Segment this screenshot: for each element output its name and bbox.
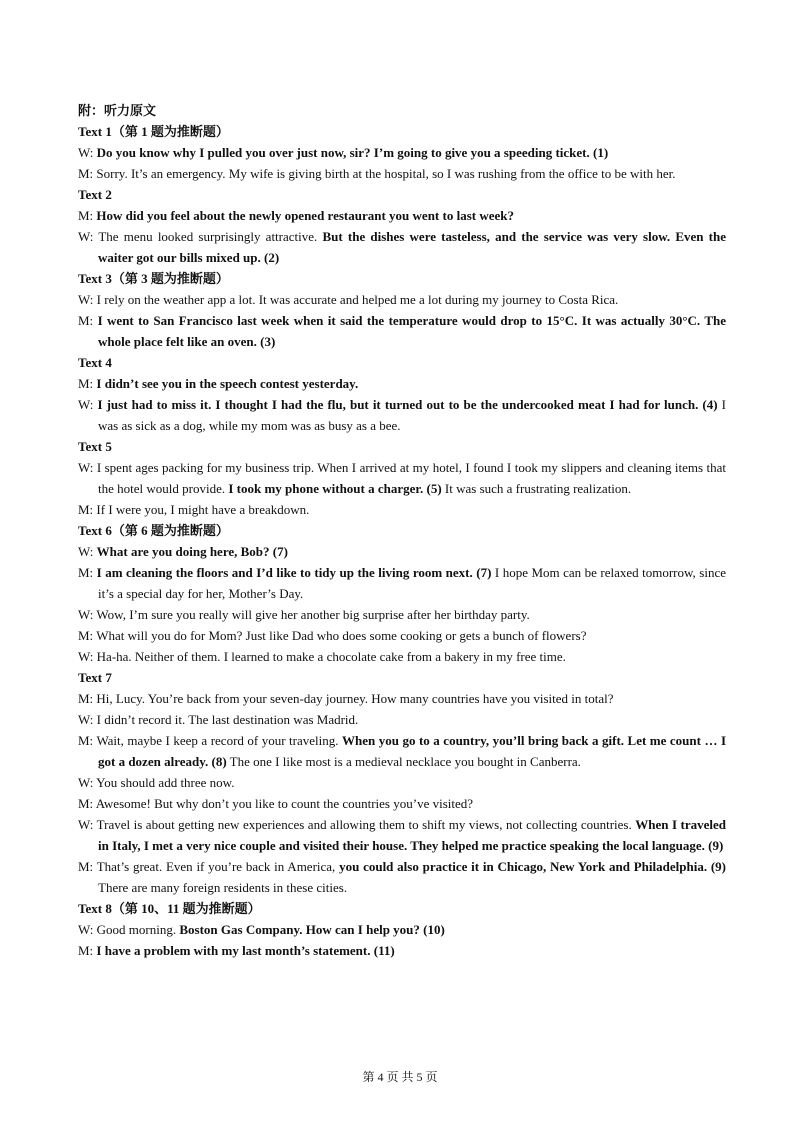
key-sentence: But the dishes were tasteless, and the service was very slow. Even the waiter got our bills mixed up. (2) xyxy=(98,229,726,265)
dialogue-text: I didn’t record it. The last destination was Madrid. xyxy=(96,712,359,727)
key-sentence: Do you know why I pulled you over just now, sir? I’m going to give you a speeding ticket. (1) xyxy=(96,145,609,160)
section-title: Text 3（第 3 题为推断题） xyxy=(78,271,229,286)
dialogue-text: Hi, Lucy. You’re back from your seven-day journey. How many countries have you visited in total? xyxy=(96,691,614,706)
dialogue-text: Wait, maybe I keep a record of your traveling. xyxy=(96,733,343,748)
dialogue-line xyxy=(78,205,726,226)
dialogue-text: The one I like most is a medieval necklace you bought in Canberra. xyxy=(226,754,581,769)
key-sentence: I am cleaning the floors and I’d like to tidy up the living room next. (7) xyxy=(96,565,492,580)
key-sentence: I didn’t see you in the speech contest yesterday. xyxy=(96,376,359,391)
page-heading: 附：听力原文 xyxy=(78,103,157,118)
speaker-label: W: xyxy=(78,229,99,244)
dialogue-line xyxy=(78,142,726,163)
dialogue-line xyxy=(78,709,726,730)
speaker-label: W: xyxy=(78,292,97,307)
speaker-label: M: xyxy=(78,943,97,958)
dialogue-text: Ha-ha. Neither of them. I learned to make a chocolate cake from a bakery in my free time. xyxy=(96,649,566,664)
dialogue-text: It was such a frustrating realization. xyxy=(441,481,632,496)
dialogue-line xyxy=(78,940,726,961)
section-title: Text 4 xyxy=(78,355,112,370)
speaker-label: W: xyxy=(78,649,97,664)
speaker-label: M: xyxy=(78,691,97,706)
section-title: Text 2 xyxy=(78,187,112,202)
dialogue-text: I spent ages packing for my business trip. When I arrived at my hotel, I found I took my slippers and cleaning items that the hotel would provide. xyxy=(96,460,726,496)
dialogue-text: What will you do for Mom? Just like Dad who does some cooking or gets a bunch of flowers? xyxy=(96,628,587,643)
dialogue-line xyxy=(78,457,726,499)
dialogue-line xyxy=(78,310,726,352)
speaker-label: M: xyxy=(78,733,97,748)
section-title: Text 7 xyxy=(78,670,112,685)
dialogue-text: You should add three now. xyxy=(96,775,235,790)
dialogue-line xyxy=(78,289,726,310)
dialogue-text: Good morning. xyxy=(96,922,180,937)
dialogue-line xyxy=(78,856,726,898)
dialogue-line xyxy=(78,604,726,625)
dialogue-line xyxy=(78,499,726,520)
dialogue-line xyxy=(78,919,726,940)
dialogue-line xyxy=(78,688,726,709)
key-sentence: you could also practice it in Chicago, New York and Philadelphia. (9) xyxy=(339,859,726,874)
section-title: Text 5 xyxy=(78,439,112,454)
key-sentence: What are you doing here, Bob? (7) xyxy=(96,544,288,559)
key-sentence: I went to San Francisco last week when it said the temperature would drop to 15°C. It was actually 30°C. The whole place felt like an oven. (3) xyxy=(97,313,727,349)
speaker-label: W: xyxy=(78,397,98,412)
dialogue-text: I hope Mom can be relaxed tomorrow, since it’s a special day for her, Mother’s Day. xyxy=(98,565,727,601)
key-sentence: How did you feel about the newly opened restaurant you went to last week? xyxy=(96,208,514,223)
dialogue-line xyxy=(78,814,726,856)
key-sentence: I have a problem with my last month’s statement. (11) xyxy=(96,943,395,958)
dialogue-text: I was as sick as a dog, while my mom was as busy as a bee. xyxy=(98,397,726,433)
speaker-label: W: xyxy=(78,775,97,790)
dialogue-line xyxy=(78,373,726,394)
dialogue-text: Sorry. It’s an emergency. My wife is giving birth at the hospital, so I was rushing from the office to be with her. xyxy=(96,166,676,181)
speaker-label: W: xyxy=(78,922,97,937)
dialogue-line xyxy=(78,646,726,667)
speaker-label: M: xyxy=(78,796,96,811)
section-title: Text 1（第 1 题为推断题） xyxy=(78,124,229,139)
speaker-label: M: xyxy=(78,565,97,580)
speaker-label: W: xyxy=(78,817,97,832)
speaker-label: M: xyxy=(78,313,98,328)
dialogue-line xyxy=(78,541,726,562)
speaker-label: M: xyxy=(78,859,97,874)
speaker-label: M: xyxy=(78,628,97,643)
dialogue-text: The menu looked surprisingly attractive. xyxy=(98,229,323,244)
transcript-sections xyxy=(78,121,726,961)
dialogue-text: Awesome! But why don’t you like to count the countries you’ve visited? xyxy=(95,796,474,811)
key-sentence: When you go to a country, you’ll bring back a gift. Let me count … I got a dozen already. (8) xyxy=(98,733,727,769)
dialogue-line xyxy=(78,772,726,793)
dialogue-text: Travel is about getting new experiences and allowing them to shift my views, not collecting countries. xyxy=(96,817,636,832)
key-sentence: Boston Gas Company. How can I help you? (10) xyxy=(179,922,445,937)
page-footer: 第 4 页 共 5 页 xyxy=(362,1070,438,1084)
key-sentence: When I traveled in Italy, I met a very nice couple and visited their house. They helped me practice speaking the local language. (9) xyxy=(98,817,727,853)
section-title: Text 6（第 6 题为推断题） xyxy=(78,523,229,538)
speaker-label: W: xyxy=(78,712,97,727)
key-sentence: I took my phone without a charger. (5) xyxy=(228,481,442,496)
key-sentence: I just had to miss it. I thought I had the flu, but it turned out to be the undercooked meat I had for lunch. (4) xyxy=(97,397,718,412)
dialogue-text: If I were you, I might have a breakdown. xyxy=(96,502,310,517)
dialogue-line xyxy=(78,793,726,814)
dialogue-text: Wow, I’m sure you really will give her another big surprise after her birthday party. xyxy=(96,607,530,622)
speaker-label: M: xyxy=(78,502,97,517)
transcript-body xyxy=(78,100,726,961)
speaker-label: M: xyxy=(78,166,97,181)
speaker-label: W: xyxy=(78,460,97,475)
dialogue-text: That’s great. Even if you’re back in America, xyxy=(96,859,340,874)
dialogue-line xyxy=(78,562,726,604)
dialogue-line xyxy=(78,163,726,184)
dialogue-line xyxy=(78,730,726,772)
speaker-label: W: xyxy=(78,544,97,559)
speaker-label: M: xyxy=(78,208,97,223)
speaker-label: W: xyxy=(78,145,97,160)
speaker-label: M: xyxy=(78,376,97,391)
dialogue-line xyxy=(78,625,726,646)
dialogue-text: I rely on the weather app a lot. It was accurate and helped me a lot during my journey to Costa Rica. xyxy=(96,292,619,307)
dialogue-line xyxy=(78,226,726,268)
speaker-label: W: xyxy=(78,607,97,622)
section-title: Text 8（第 10、11 题为推断题） xyxy=(78,901,261,916)
dialogue-text: There are many foreign residents in these cities. xyxy=(98,880,348,895)
dialogue-line xyxy=(78,394,726,436)
